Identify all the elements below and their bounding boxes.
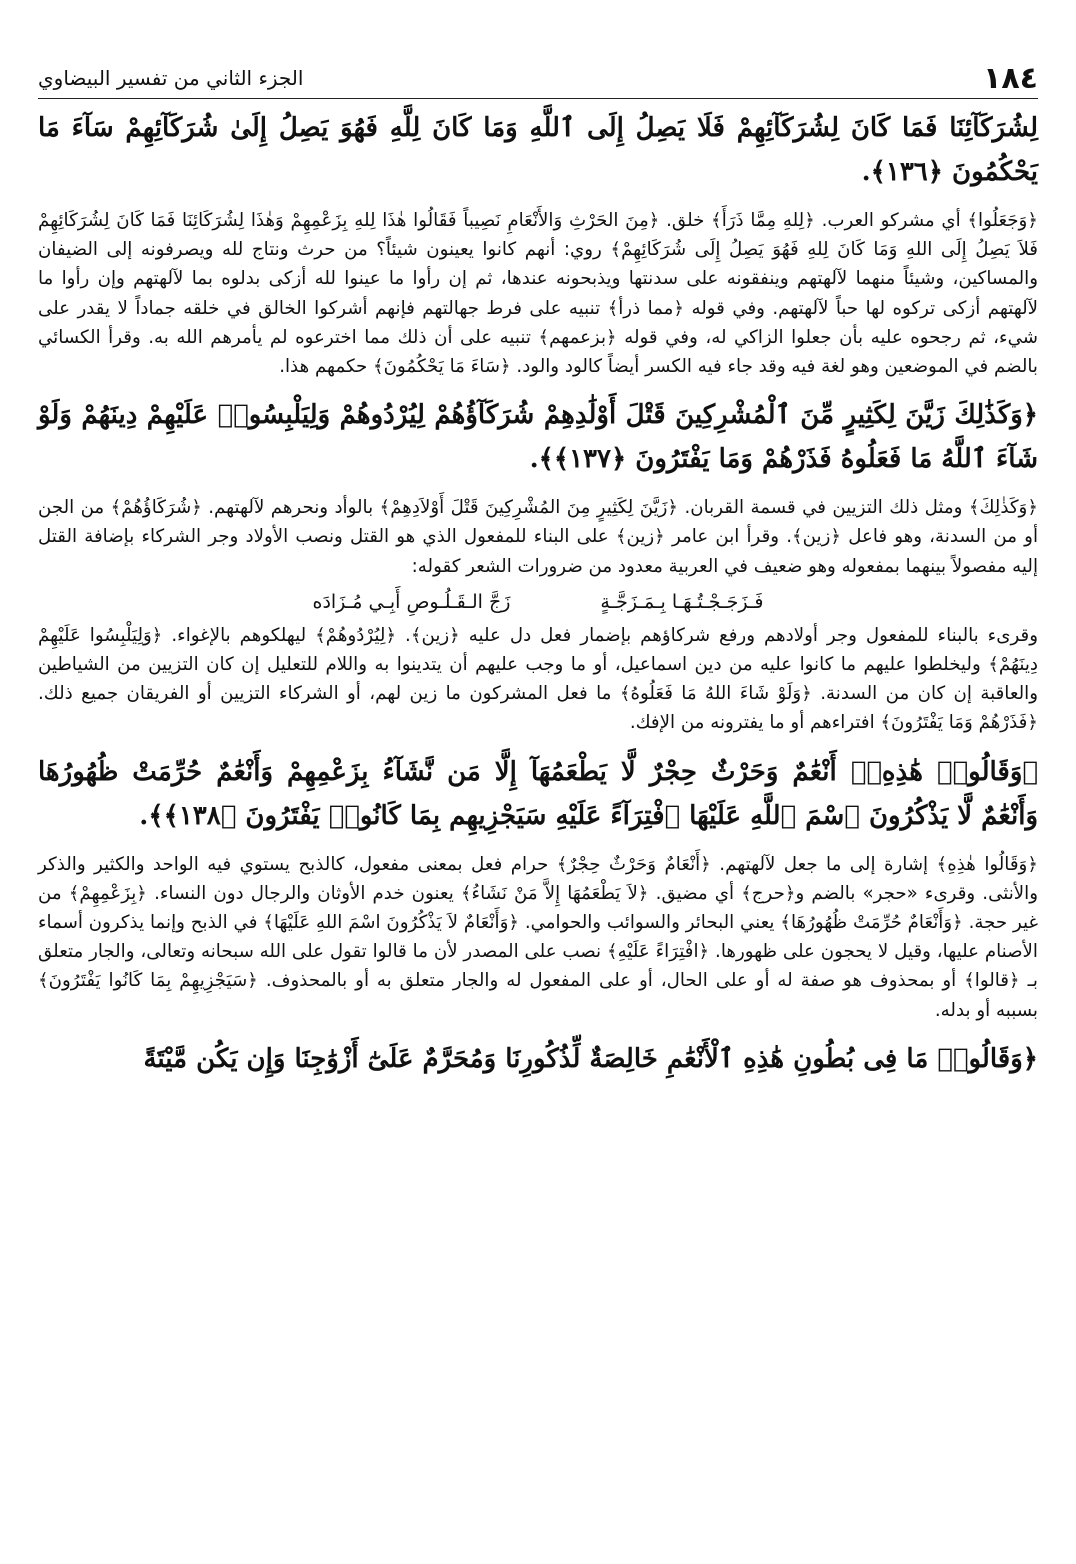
poetry-hemistich-second: زَجَّ الـقَـلُـوصِ أَبِـي مُـزَادَه (312, 590, 511, 613)
quran-verse: ﴿وَقَالُوا۟ هَٰذِهِۦٓ أَنْعَٰمٌ وَحَرْثٌ حِجْرٌ لَّا يَطْعَمُهَآ إِلَّا مَن نَّشَآءُ بِزَعْمِهِمْ وَأَنْعَٰمٌ حُرِّمَتْ ظُهُورُهَا وَأَنْعَٰمٌ لَّا يَذْكُرُونَ ٱسْمَ ٱللَّهِ عَلَيْهَا ٱفْتِرَآءً عَلَيْهِ سَيَجْزِيهِم بِمَا كَانُوا۟ يَفْتَرُونَ ﴿١٣٨﴾﴾. (38, 756, 1038, 831)
poetry-hemistich-first: فَـزَجَـجْـتُـهَـا بِـمَـزَجَّـةٍ (600, 590, 764, 613)
commentary-paragraph: ﴿وَكَذٰلِكَ﴾ ومثل ذلك التزيين في قسمة القربان. ﴿زَيَّنَ لِكَثِيرٍ مِنَ المُشْرِكِينَ قَتْلَ أَوْلاَدِهِمْ﴾ بالوأد ونحرهم لآلهتهم. ﴿شُرَكَاؤُهُمْ﴾ من الجن أو من السدنة، وهو فاعل ﴿زين﴾. وقرأ ابن عامر ﴿زين﴾ على البناء للمفعول الذي هو القتل ونصب الأولاد وجر الشركاء بإضافة القتل إليه مفصولاً بينهما بمفعوله وهو ضعيف في العربية معدود من ضرورات الشعر كقوله: (38, 497, 1038, 577)
quran-verse: ﴿وَقَالُوا۟ مَا فِى بُطُونِ هَٰذِهِ ٱلْأَنْعَٰمِ خَالِصَةٌ لِّذُكُورِنَا وَمُحَرَّمٌ عَلَىٰٓ أَزْوَٰجِنَا وَإِن يَكُن مَّيْتَةً (143, 1043, 1038, 1074)
page-header (38, 58, 1038, 99)
commentary-paragraph: وقرىء بالبناء للمفعول وجر أولادهم ورفع شركاؤهم بإضمار فعل دل عليه ﴿زين﴾. ﴿لِيُرْدُوهُمْ﴾ ليهلكوهم بالإغواء. ﴿وَلِيَلْبِسُوا عَلَيْهِمْ دِينَهُمْ﴾ وليخلطوا عليهم ما كانوا عليه من دين اسماعيل، أو ما وجب عليهم أن يتدينوا به واللام للتعليل إن كان التزيين من الشياطين والعاقبة إن كان من السدنة. ﴿وَلَوْ شَاءَ اللهُ مَا فَعَلُوهُ﴾ ما فعل المشركون ما زين لهم، أو الشركاء التزيين أو الفريقان جميع ذلك. ﴿فَذَرْهُمْ وَمَا يَفْتَرُونَ﴾ افتراءهم أو ما يفترونه من الإفك. (38, 624, 1038, 734)
commentary-paragraph: ﴿وَجَعَلُوا﴾ أي مشركو العرب. ﴿لِلهِ مِمَّا ذَرَأَ﴾ خلق. ﴿مِنَ الحَرْثِ وَالأَنْعَامِ نَصِيباً فَقَالُوا هٰذَا لِلهِ بِزَعْمِهِمْ وَهٰذَا لِشُرَكَائِنَا فَمَا كَانَ لِشُرَكَائِهِمْ فَلاَ يَصِلُ إِلَى اللهِ وَمَا كَانَ لِلهِ فَهُوَ يَصِلُ إِلَى شُرَكَائِهِمْ﴾ روي: أنهم كانوا يعينون شيئاً؟ من حرث ونتاج لله ويصرفونه إلى الضيفان والمساكين، وشيئاً منهما لآلهتهم وينفقونه على سدنتها ويذبحونه عندها، ثم إن رأوا ما عينوا لله أزكى بدلوه بما لآلهتهم وإن رأوا ما لآلهتهم أزكى تركوه لها حباً لآلهتهم. وفي قوله ﴿مما ذرأ﴾ تنبيه على فرط جهالتهم فإنهم أشركوا الخالق في خلقه جماداً لا يقدر على شيء، ثم رجحوه عليه بأن جعلوا الزاكي له، وفي قوله ﴿بزعمهم﴾ تنبيه على أن ذلك مما اخترعوه لم يأمرهم الله به. وقرأ الكسائي بالضم في الموضعين وهو لغة فيه وقد جاء فيه الكسر أيضاً كالود والود. ﴿سَاءَ مَا يَحْكُمُونَ﴾ حكمهم هذا. (38, 210, 1038, 378)
quran-verse: لِشُرَكَآئِنَا فَمَا كَانَ لِشُرَكَآئِهِمْ فَلَا يَصِلُ إِلَى ٱللَّهِ وَمَا كَانَ لِلَّهِ فَهُوَ يَصِلُ إِلَىٰ شُرَكَآئِهِمْ سَآءَ مَا يَحْكُمُونَ ﴿١٣٦﴾. (38, 113, 1038, 187)
page-number: ١٨٤ (983, 60, 1038, 96)
poetry-verse (38, 587, 1038, 617)
running-title: الجزء الثاني من تفسير البيضاوي (38, 66, 304, 90)
quran-verse: ﴿وَكَذَٰلِكَ زَيَّنَ لِكَثِيرٍ مِّنَ ٱلْمُشْرِكِينَ قَتْلَ أَوْلَٰدِهِمْ شُرَكَآؤُهُمْ لِيُرْدُوهُمْ وَلِيَلْبِسُوا۟ عَلَيْهِمْ دِينَهُمْ وَلَوْ شَآءَ ٱللَّهُ مَا فَعَلُوهُ فَذَرْهُمْ وَمَا يَفْتَرُونَ ﴿١٣٧﴾﴾. (38, 400, 1038, 475)
commentary-paragraph: ﴿وَقَالُوا هٰذِهِ﴾ إشارة إلى ما جعل لآلهتهم. ﴿أَنْعَامٌ وَحَرْثٌ حِجْرٌ﴾ حرام فعل بمعنى مفعول، كالذبح يستوي فيه الواحد والكثير والذكر والأنثى. وقرىء «حجر» بالضم و﴿حرج﴾ أي مضيق. ﴿لاَ يَطْعَمُهَا إِلاَّ مَنْ نَشَاءُ﴾ يعنون خدم الأوثان والرجال دون النساء. ﴿بِزَعْمِهِمْ﴾ من غير حجة. ﴿وَأَنْعَامٌ حُرِّمَتْ ظُهُورُهَا﴾ يعني البحائر والسوائب والحوامي. ﴿وَأَنْعَامٌ لاَ يَذْكُرُونَ اسْمَ اللهِ عَلَيْهَا﴾ في الذبح وإنما يذكرون أسماء الأصنام عليها، وقيل لا يحجون على ظهورها. ﴿افْتِرَاءً عَلَيْهِ﴾ نصب على المصدر لأن ما قالوا تقول على الله سبحانه وتعالى، والجار متعلق بـ ﴿قالوا﴾ أو بمحذوف هو صفة له أو على الحال، أو على المفعول له والجار متعلق به أو بالمحذوف. ﴿سَيَجْزِيهِمْ بِمَا كَانُوا يَفْتَرُونَ﴾ بسببه أو بدله. (38, 853, 1038, 1021)
page-body (38, 106, 1038, 1093)
